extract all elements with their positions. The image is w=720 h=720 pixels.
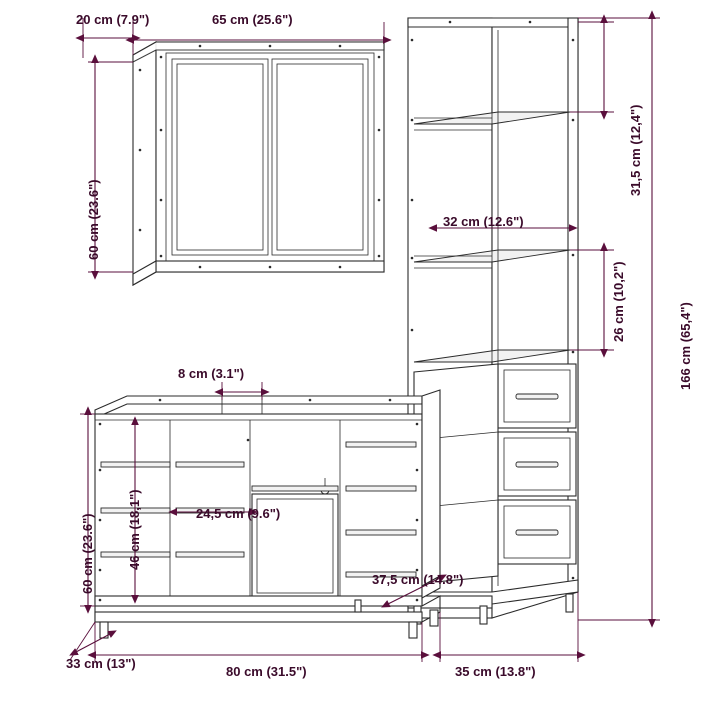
dim-sink-inner-height: 46 cm (18,1") <box>127 489 142 570</box>
dim-wall-cabinet-height: 60 cm (23.6") <box>86 179 101 260</box>
dim-sink-cabinet-height: 60 cm (23.6") <box>80 513 95 594</box>
dim-wall-cabinet-width: 65 cm (25.6") <box>212 12 293 27</box>
dim-tall-upper-section: 31,5 cm (12,4") <box>628 104 643 196</box>
dim-tall-shelf-width: 32 cm (12.6") <box>443 214 524 229</box>
dim-sink-inner-width: 24,5 cm (9.6") <box>196 506 281 521</box>
dim-sink-width: 80 cm (31.5") <box>226 664 307 679</box>
dim-wall-cabinet-depth: 20 cm (7.9") <box>76 12 150 27</box>
dim-sink-base-depth: 33 cm (13") <box>66 656 136 671</box>
dim-sink-top-detail: 8 cm (3.1") <box>178 366 245 381</box>
dim-tall-middle-section: 26 cm (10,2") <box>611 261 626 342</box>
dim-sink-depth: 37,5 cm (14.8") <box>372 572 464 587</box>
wall-cabinet-drawing <box>133 42 384 285</box>
dim-tall-depth: 35 cm (13.8") <box>455 664 536 679</box>
dim-tall-total-height: 166 cm (65,4") <box>678 302 693 390</box>
